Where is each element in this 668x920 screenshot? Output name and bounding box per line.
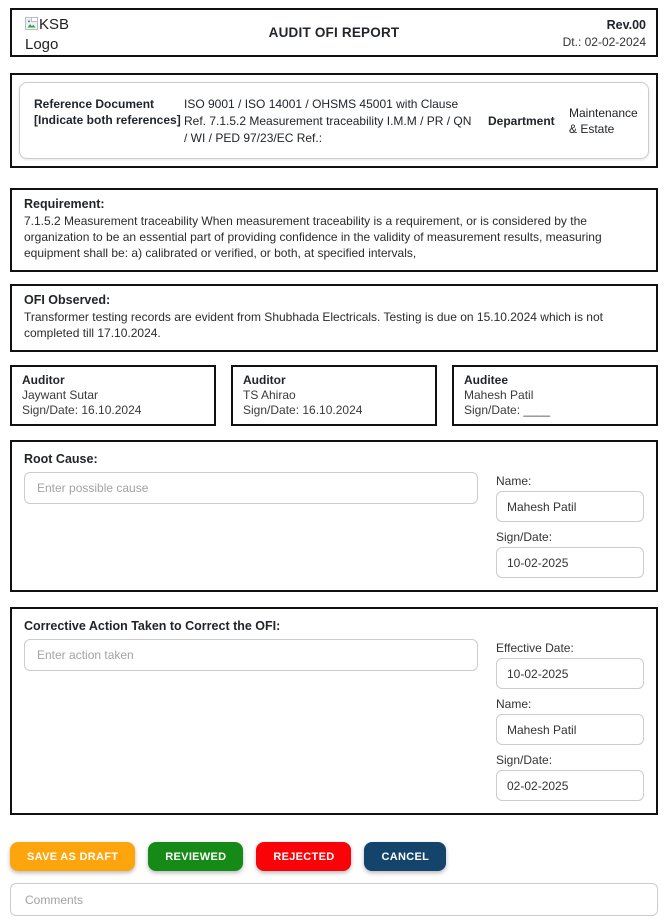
auditee-box	[452, 365, 658, 426]
reference-document-value: ISO 9001 / ISO 14001 / OHSMS 45001 with Clause Ref. 7.1.5.2 Measurement traceability I.M.M / PR / QN / WI / PED 97/23/EC Ref.:	[184, 97, 472, 145]
department-value: Maintenance & Estate	[569, 105, 638, 136]
root-cause-side-fields	[496, 472, 644, 578]
requirement-text: 7.1.5.2 Measurement traceability When measurement traceability is a requirement, or is considered by the organization to be an essential part of providing confidence in the validity of measurement results, measuring equipment shall be: a) calibrated or verified, or both, at specified intervals,	[24, 214, 602, 260]
revision-block	[563, 17, 646, 51]
corrective-action-label: Corrective Action Taken to Correct the OFI:	[24, 619, 281, 633]
comments-input[interactable]	[10, 883, 658, 916]
auditor-role-label: Auditor	[243, 373, 286, 387]
root-cause-name-label: Name:	[496, 474, 532, 488]
corrective-action-side-fields	[496, 639, 644, 801]
reference-document-section	[10, 73, 658, 168]
revision-date: Dt.: 02-02-2024	[562, 35, 646, 49]
cancel-button[interactable]: CANCEL	[364, 842, 446, 871]
ofi-observed-text: Transformer testing records are evident from Shubhada Electricals. Testing is due on 15.10.2024 which is not completed till 17.10.2024.	[24, 310, 603, 340]
auditor-box-2	[231, 365, 437, 426]
auditee-name: Mahesh Patil	[464, 388, 534, 402]
ofi-observed-section	[10, 284, 658, 352]
requirement-label: Requirement:	[24, 197, 105, 211]
requirement-section	[10, 188, 658, 272]
save-as-draft-button[interactable]: SAVE AS DRAFT	[10, 842, 135, 871]
revision-number: Rev.00	[606, 18, 646, 32]
root-cause-name-input[interactable]	[496, 491, 644, 522]
reviewed-button[interactable]: REVIEWED	[148, 842, 243, 871]
corrective-action-input[interactable]	[24, 639, 478, 671]
corrective-name-input[interactable]	[496, 714, 644, 745]
auditor-name: TS Ahirao	[243, 388, 296, 402]
page-title: AUDIT OFI REPORT	[268, 25, 400, 40]
corrective-action-section	[10, 607, 658, 815]
reference-document-label: Reference Document [Indicate both references]	[34, 97, 181, 127]
root-cause-sign-date-label: Sign/Date:	[496, 530, 553, 544]
auditee-sign-date: Sign/Date: ____	[464, 403, 551, 417]
corrective-sign-date-label: Sign/Date:	[496, 753, 553, 767]
root-cause-section	[10, 440, 658, 592]
auditee-role-label: Auditee	[464, 373, 509, 387]
reference-document-card	[19, 82, 649, 159]
effective-date-label: Effective Date:	[496, 641, 574, 655]
root-cause-label: Root Cause:	[24, 452, 98, 466]
corrective-sign-date-input[interactable]	[496, 770, 644, 801]
root-cause-input[interactable]	[24, 472, 478, 504]
auditor-role-label: Auditor	[22, 373, 65, 387]
department-label: Department	[488, 113, 555, 128]
report-header	[10, 8, 658, 57]
corrective-name-label: Name:	[496, 697, 532, 711]
ofi-observed-label: OFI Observed:	[24, 293, 111, 307]
auditor-name: Jaywant Sutar	[22, 388, 99, 402]
auditor-box-1	[10, 365, 216, 426]
logo-alt-text: KSB Logo	[25, 16, 70, 53]
root-cause-sign-date-input[interactable]	[496, 547, 644, 578]
effective-date-input[interactable]	[496, 658, 644, 689]
auditor-sign-date: Sign/Date: 16.10.2024	[243, 403, 363, 417]
action-buttons-row	[10, 842, 658, 871]
signatories-row	[10, 365, 658, 426]
auditor-sign-date: Sign/Date: 16.10.2024	[22, 403, 142, 417]
rejected-button[interactable]: REJECTED	[256, 842, 351, 871]
